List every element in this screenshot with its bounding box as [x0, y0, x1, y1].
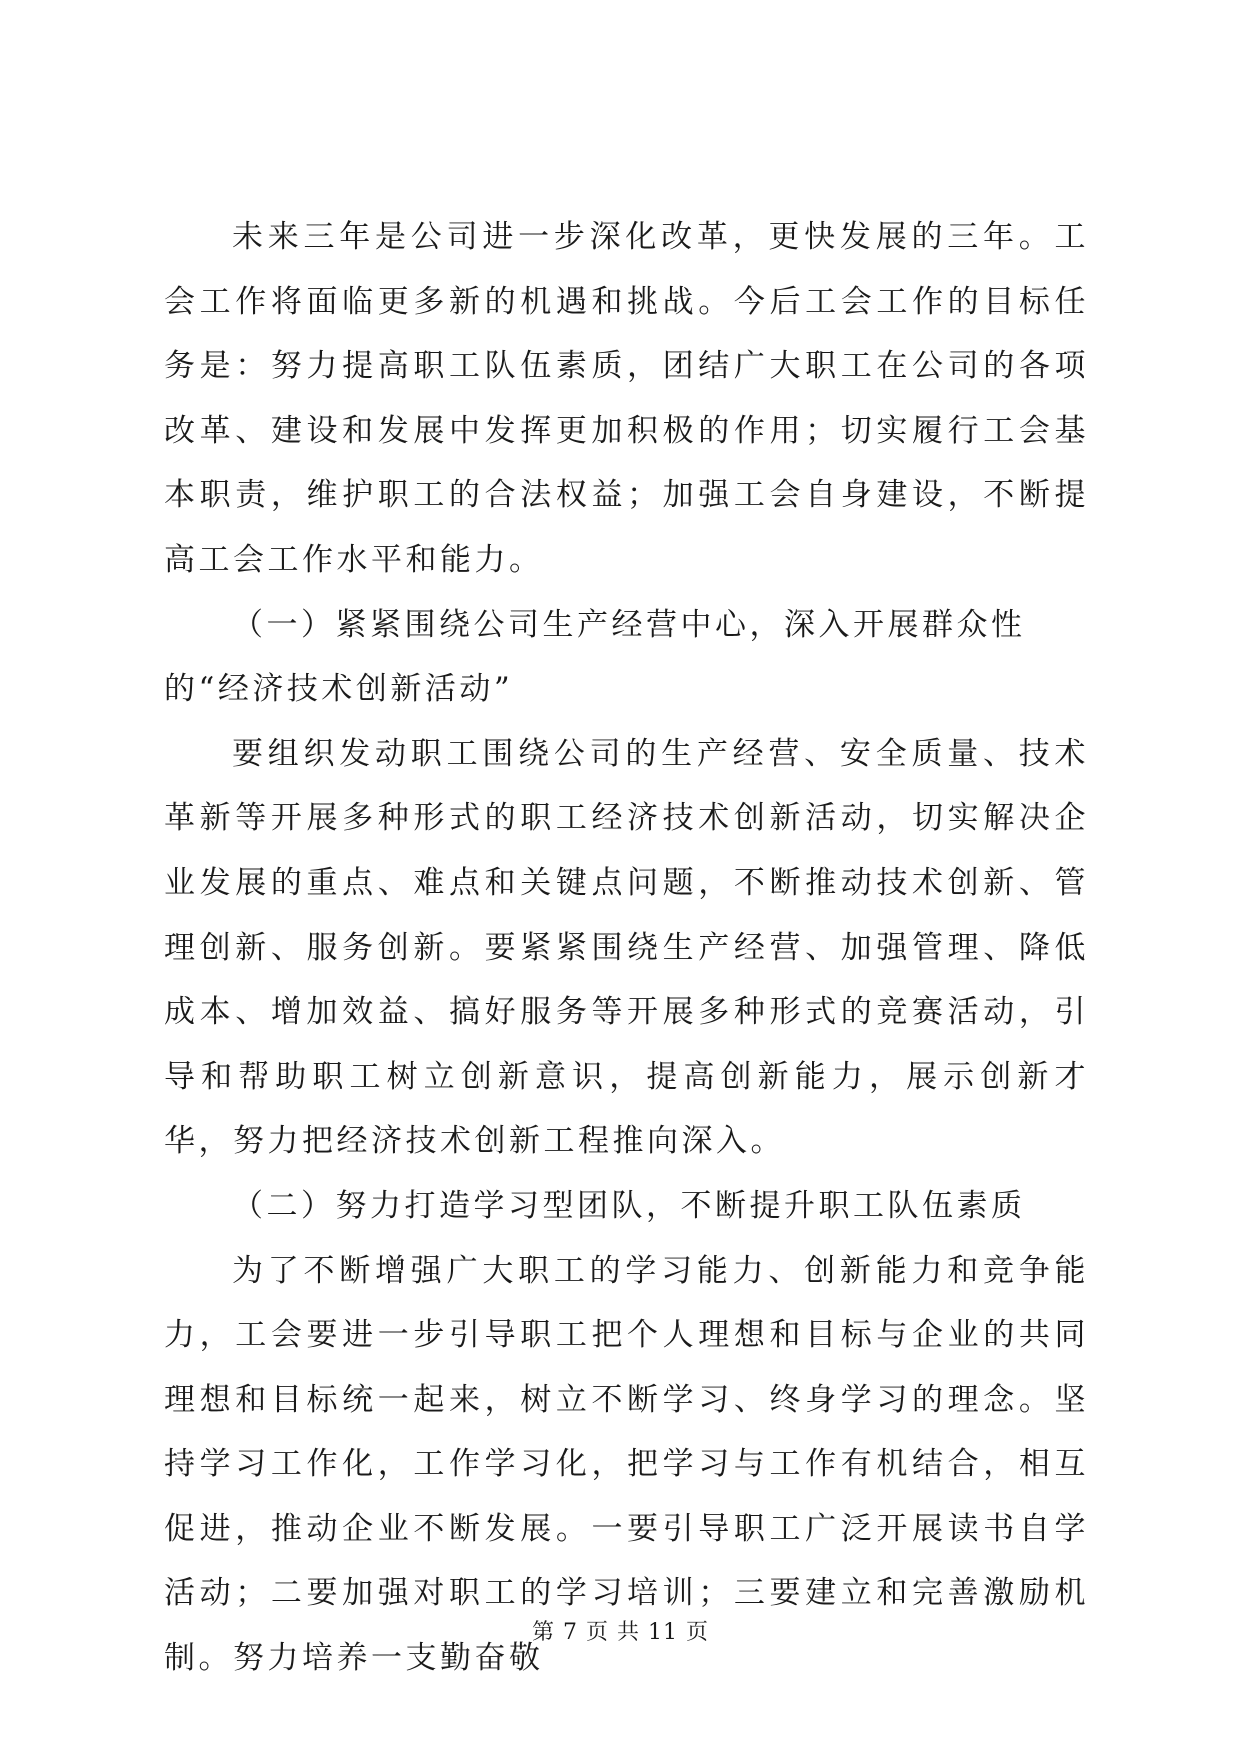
section-heading-2: （二）努力打造学习型团队，不断提升职工队伍素质 [232, 1187, 1026, 1224]
document-body [164, 205, 1089, 1691]
page-number-footer: 第 7 页 共 11 页 [532, 1620, 709, 1645]
section-heading-1: （一）紧紧围绕公司生产经营中心，深入开展群众性的“经济技术创新活动” [164, 606, 1026, 708]
paragraph-innovation: 要组织发动职工围绕公司的生产经营、安全质量、技术革新等开展多种形式的职工经济技术创新活动，切实解决企业发展的重点、难点和关键点问题，不断推动技术创新、管理创新、服务创新。要紧紧围绕生产经营、加强管理、降低成本、增加效益、搞好服务等开展多种形式的竞赛活动，引导和帮助职工树立创新意识，提高创新能力，展示创新才华，努力把经济技术创新工程推向深入。 [164, 735, 1089, 1160]
paragraph-goals: 未来三年是公司进一步深化改革，更快发展的三年。工会工作将面临更多新的机遇和挑战。今后工会工作的目标任务是：努力提高职工队伍素质，团结广大职工在公司的各项改革、建设和发展中发挥更加积极的作用；切实履行工会基本职责，维护职工的合法权益；加强工会自身建设，不断提高工会工作水平和能力。 [164, 219, 1089, 578]
paragraph-learning: 为了不断增强广大职工的学习能力、创新能力和竞争能力，工会要进一步引导职工把个人理想和目标与企业的共同理想和目标统一起来，树立不断学习、终身学习的理念。坚持学习工作化，工作学习化，把学习与工作有机结合，相互促进，推动企业不断发展。一要引导职工广泛开展读书自学活动；二要加强对职工的学习培训；三要建立和完善激励机制。努力培养一支勤奋敬 [164, 1252, 1089, 1677]
